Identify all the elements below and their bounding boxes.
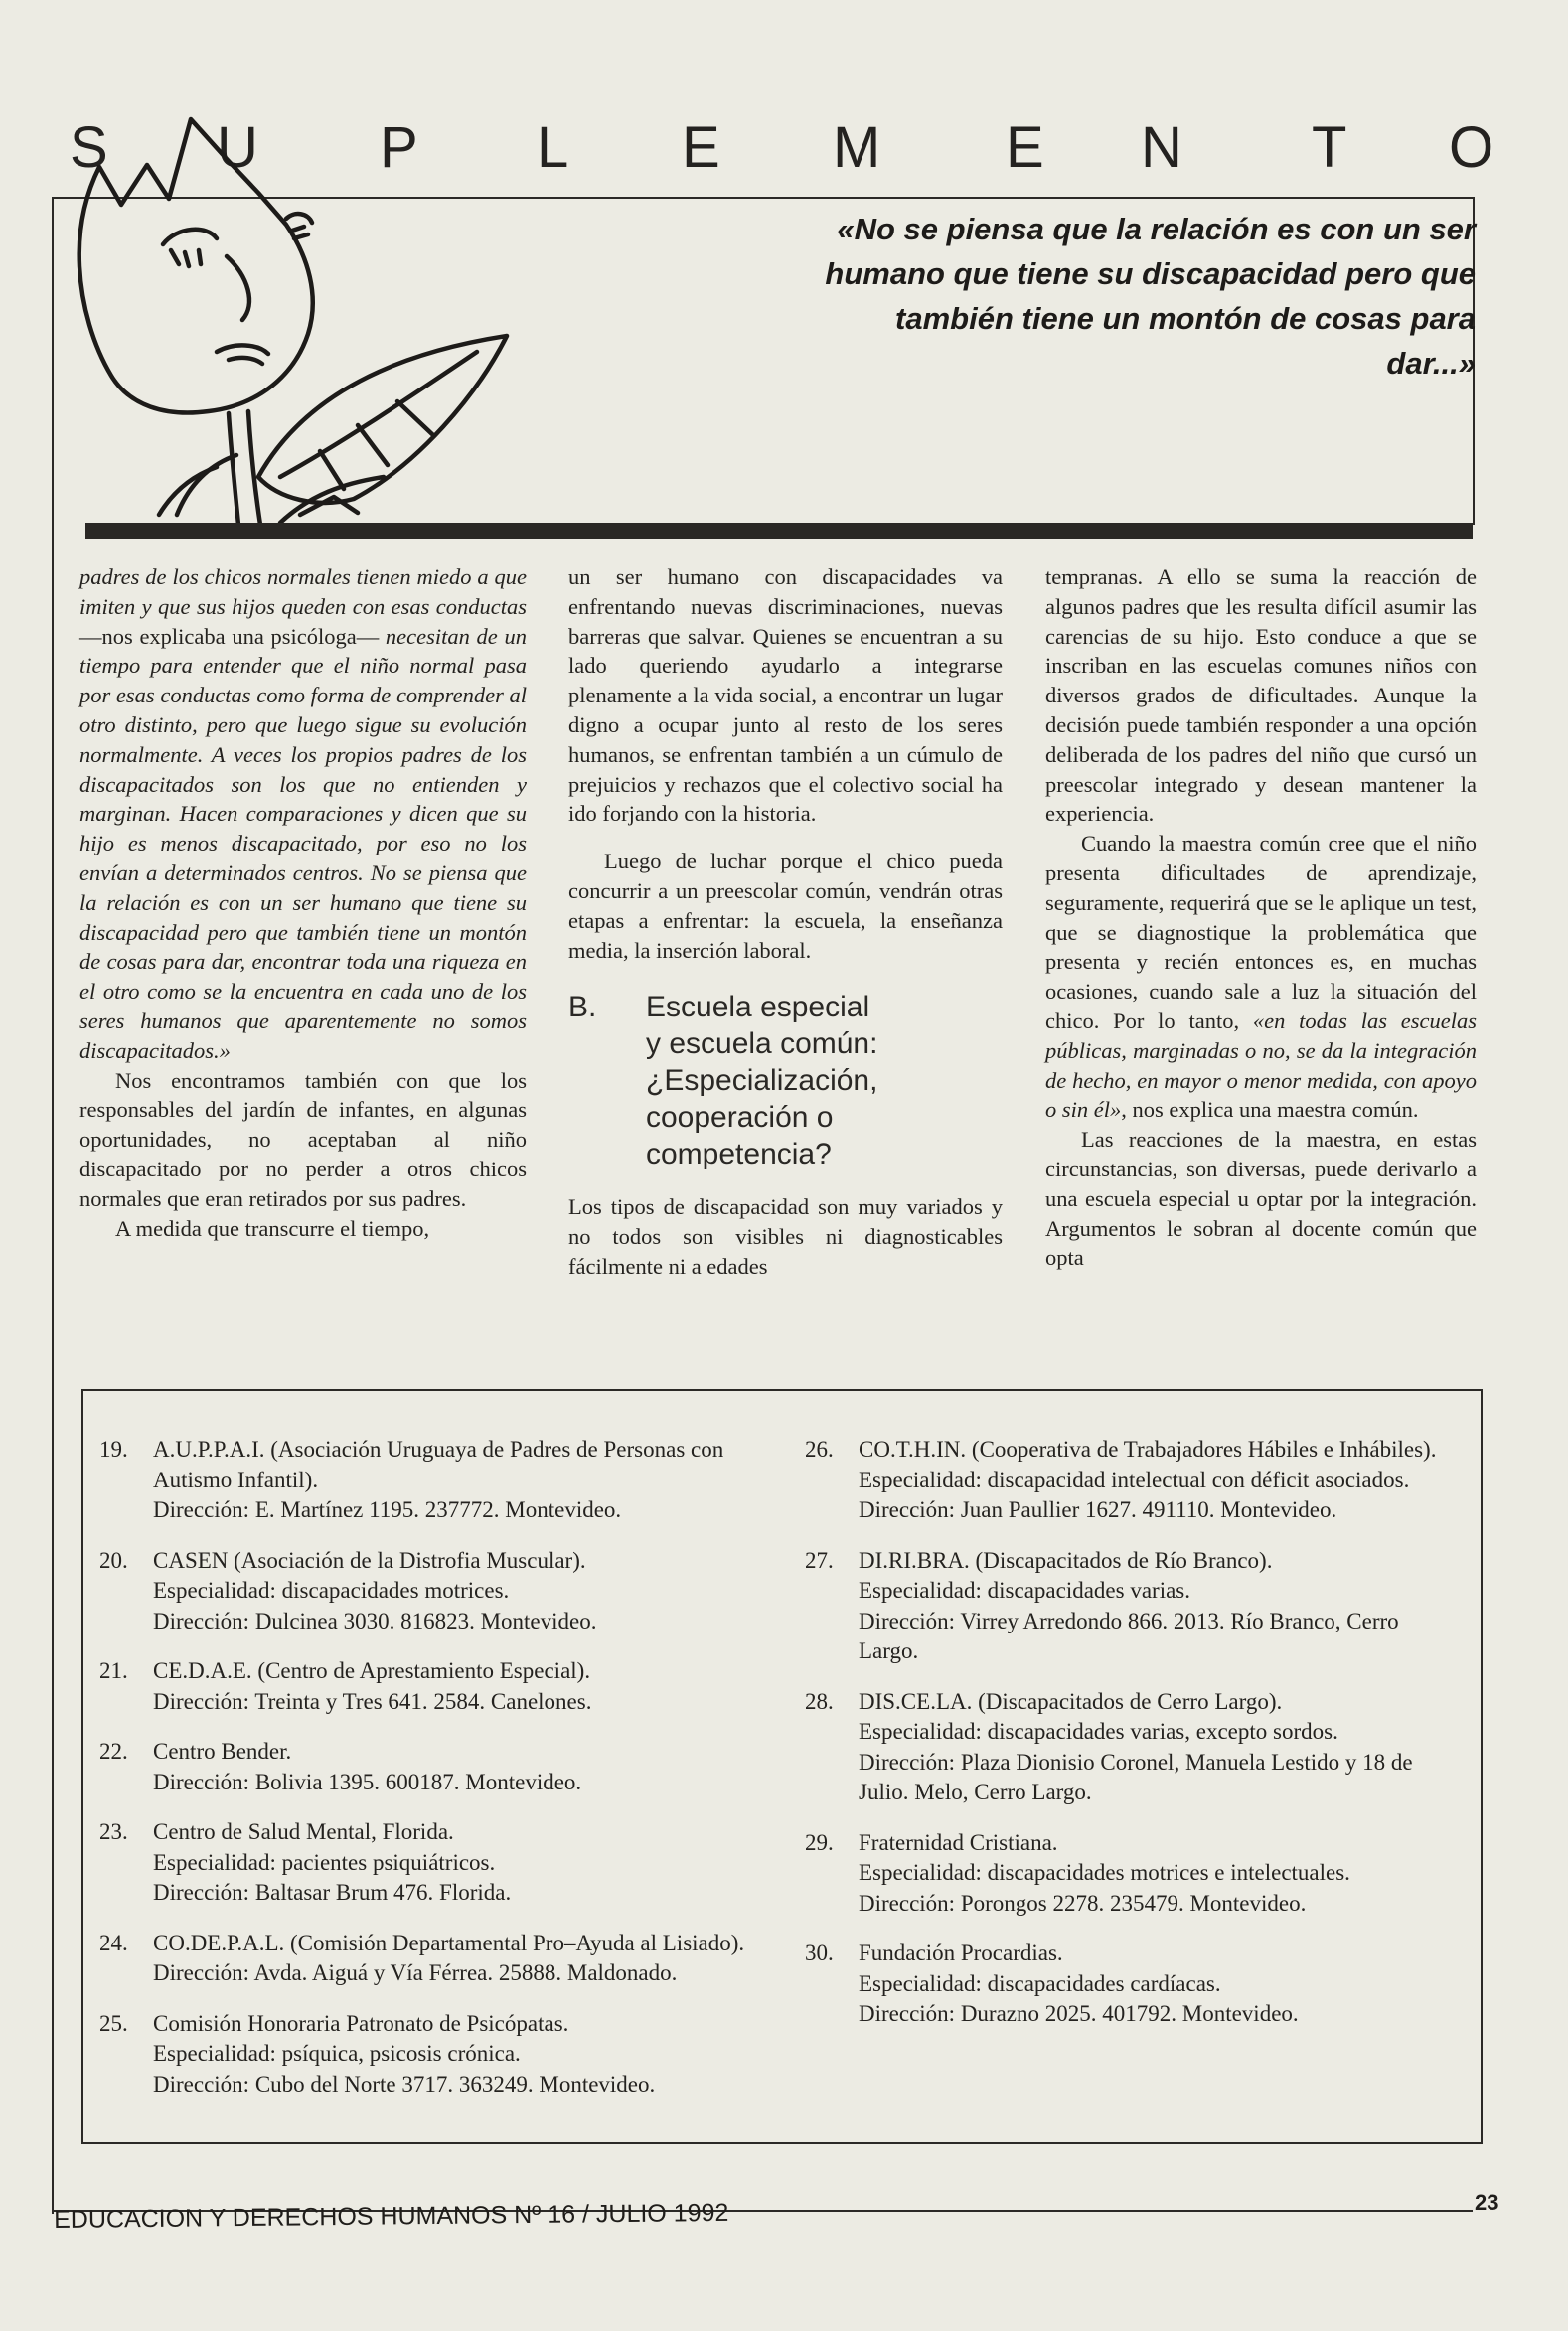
entry-line: Especialidad: discapacidades motrices.: [153, 1578, 510, 1603]
directory-entry: [99, 1817, 775, 1909]
directory-entry: [99, 1929, 775, 1989]
section-title-line: ¿Especialización,: [646, 1064, 878, 1098]
entry-line: Dirección: Cubo del Norte 3717. 363249. Montevideo.: [153, 2071, 656, 2097]
section-title-line: Escuela especial: [646, 991, 870, 1024]
section-letter: B.: [568, 991, 597, 1024]
column-3-paragraph: tempranas. A ello se suma la reacción de algunos padres que les resulta difícil asumir las carencias de su hijo. Esto conduce a que se inscriban en las escuelas comunes niños con diversos grados de dificultades. Aunque la decisión puede también responder a una opción deliberada de los padres del niño que cursó un preescolar integrado y desean mantener la experiencia.: [1045, 564, 1477, 827]
quote-attribution: —nos explicaba una psicóloga—: [79, 623, 386, 649]
entry-text: [153, 1435, 775, 1526]
section-heading: [568, 989, 1003, 1172]
column-3-paragraph: Las reacciones de la maestra, en estas circunstancias, son diversas, puede derivarlo a una escuela especial u optar por la integración. Argumentos le sobran al docente común que opta: [1045, 1127, 1477, 1271]
header-letter: O: [1449, 115, 1494, 180]
entry-text: [153, 2009, 775, 2100]
header-divider-bar: [85, 523, 1473, 539]
entry-text: [153, 1737, 775, 1797]
section-title-line: competencia?: [646, 1138, 832, 1171]
italic-quote-intro: padres de los chicos normales tienen miedo a que imiten y que sus hijos queden con esas conductas: [79, 564, 527, 619]
entry-line: Especialidad: discapacidades motrices e intelectuales.: [859, 1860, 1350, 1885]
column-1-paragraph: Nos encontramos también con que los responsables del jardín de infantes, en algunas oportunidades, no aceptaban al niño discapacitado por no perder a otros chicos normales que eran retirados por sus padres.: [79, 1067, 527, 1211]
article-column-3: [1045, 562, 1477, 1273]
entry-line: Dirección: Virrey Arredondo 866. 2013. Río Branco, Cerro Largo.: [859, 1608, 1399, 1663]
header-letter: T: [1312, 115, 1347, 180]
entry-line: Dirección: Durazno 2025. 401792. Montevideo.: [859, 2001, 1299, 2026]
entry-line: Dirección: Juan Paullier 1627. 491110. Montevideo.: [859, 1497, 1337, 1522]
entry-line: Fraternidad Cristiana.: [859, 1829, 1058, 1855]
entry-number: 27.: [805, 1547, 834, 1573]
entry-text: [153, 1546, 775, 1637]
section-title-line: cooperación o: [646, 1101, 834, 1135]
section-title-line: y escuela común:: [646, 1027, 878, 1061]
directory-entry: [805, 1687, 1461, 1808]
entry-line: Especialidad: discapacidades cardíacas.: [859, 1970, 1221, 1996]
directory-entry: [805, 1939, 1461, 2030]
entry-number: 21.: [99, 1658, 128, 1683]
directory-entry: [99, 1737, 775, 1797]
section-title: [646, 989, 877, 1172]
entry-line: DI.RI.BRA. (Discapacitados de Río Branco).: [859, 1547, 1273, 1573]
italic-quote: «en todas las escuelas públicas, marginadas o no, se da la integración de hecho, en mayor o menor medida, con apoyo o sin él»: [1045, 1008, 1477, 1123]
column-3-paragraph: [1045, 829, 1477, 1125]
entry-line: Especialidad: discapacidades varias.: [859, 1578, 1190, 1603]
entry-line: Dirección: Porongos 2278. 235479. Montevideo.: [859, 1890, 1307, 1916]
directory-entry: [99, 2009, 775, 2100]
article-column-2: [568, 562, 1003, 1282]
entry-text: [859, 1939, 1461, 2030]
entry-line: Dirección: Dulcinea 3030. 816823. Montevideo.: [153, 1608, 597, 1633]
entry-line: Centro de Salud Mental, Florida.: [153, 1819, 454, 1844]
entry-number: 20.: [99, 1547, 128, 1573]
entry-number: 22.: [99, 1739, 128, 1764]
column-2-paragraph: Luego de luchar porque el chico pueda concurrir a un preescolar común, vendrán otras etapas a enfrentar: la escuela, la enseñanza media, la inserción laboral.: [568, 849, 1003, 963]
directory-column-left: [99, 1435, 775, 2119]
directory-entry: [805, 1546, 1461, 1667]
entry-text: [859, 1828, 1461, 1920]
directory-entry: [99, 1435, 775, 1526]
column-2-paragraph: Los tipos de discapacidad son muy variados y no todos son visibles ni diagnosticables fácilmente ni a edades: [568, 1194, 1003, 1279]
directory-column-right: [805, 1435, 1461, 2050]
column-1-paragraph: A medida que transcurre el tiempo,: [115, 1215, 430, 1241]
article-column-1: [79, 562, 527, 1243]
entry-line: Dirección: Bolivia 1395. 600187. Montevideo.: [153, 1769, 582, 1794]
column-1-paragraph: [79, 562, 527, 1066]
pull-quote: «No se piensa que la relación es con un ser humano que tiene su discapacidad pero que también tiene un montón de cosas para dar...»: [825, 212, 1476, 381]
entry-text: [153, 1817, 775, 1909]
header-letter: P: [380, 115, 418, 180]
directory-entry: [99, 1656, 775, 1717]
entry-line: Comisión Honoraria Patronato de Psicópatas.: [153, 2010, 569, 2036]
entry-line: CE.D.A.E. (Centro de Aprestamiento Especial).: [153, 1658, 591, 1683]
header-letter: S: [70, 115, 108, 180]
paragraph-text: Cuando la maestra común cree que el niño presenta dificultades de aprendizaje, seguramente, requerirá que se le aplique un test, que se diagnostique la problemática que presenta y recién entonces es, en muchas ocasiones, cuando sale a luz la situación del chico. Por lo tanto,: [1045, 831, 1477, 1033]
entry-number: 23.: [99, 1819, 128, 1844]
entry-line: Dirección: Baltasar Brum 476. Florida.: [153, 1880, 512, 1905]
entry-line: Especialidad: discapacidades varias, excepto sordos.: [859, 1719, 1338, 1744]
entry-number: 29.: [805, 1829, 834, 1855]
entry-line: Centro Bender.: [153, 1739, 292, 1764]
italic-quote-body: necesitan de un tiempo para entender que el niño normal pasa por esas conductas como forma de comprender al otro distinto, pero que luego sigue su evolución normalmente. A veces los propios padres de los discapacitados son los que no entienden y marginan. Hacen comparaciones y dicen que su hijo es menos discapacitado, por eso no los envían a determinados centros. No se piensa que la relación es con un ser humano que tiene su discapacidad pero que también tiene un montón de cosas para dar, encontrar toda una riqueza en el otro como se la encuentra en cada uno de los seres humanos que aparentemente no somos discapacitados.»: [79, 623, 527, 1063]
entry-number: 28.: [805, 1688, 834, 1714]
entry-line: Dirección: Avda. Aiguá y Vía Férrea. 25888. Maldonado.: [153, 1960, 678, 1985]
header-letter: N: [1141, 115, 1182, 180]
entry-line: Dirección: E. Martínez 1195. 237772. Montevideo.: [153, 1497, 622, 1522]
entry-number: 24.: [99, 1930, 128, 1955]
entry-text: [153, 1929, 775, 1989]
entry-number: 30.: [805, 1941, 834, 1965]
entry-line: DIS.CE.LA. (Discapacitados de Cerro Largo).: [859, 1688, 1283, 1714]
paragraph-text: , nos explica una maestra común.: [1121, 1097, 1419, 1123]
header-letter: U: [217, 115, 258, 180]
entry-text: [859, 1546, 1461, 1667]
entry-line: Especialidad: psíquica, psicosis crónica.: [153, 2041, 521, 2066]
entry-line: Fundación Procardias.: [859, 1941, 1063, 1965]
entry-number: 19.: [99, 1437, 128, 1462]
directory-entry: [805, 1828, 1461, 1920]
column-2-paragraph: un ser humano con discapacidades va enfrentando nuevas discriminaciones, nuevas barreras que salvar. Quienes se encuentran a su lado queriendo ayudarlo a integrarse plenamente a la vida social, a encontrar un lugar digno a ocupar junto al resto de los seres humanos, se enfrentan también a un cúmulo de prejuicios y rechazos que el colectivo social ha ido forjando con la historia.: [568, 564, 1003, 827]
entry-number: 26.: [805, 1437, 834, 1462]
header-letter: L: [537, 115, 569, 180]
entry-line: Especialidad: pacientes psiquiátricos.: [153, 1849, 496, 1875]
publication-footer: EDUCACION Y DERECHOS HUMANOS Nº 16 / JULIO 1992: [54, 2198, 729, 2234]
entry-line: Dirección: Plaza Dionisio Coronel, Manuela Lestido y 18 de Julio. Melo, Cerro Largo.: [859, 1749, 1413, 1804]
entry-line: CO.T.H.IN. (Cooperativa de Trabajadores Hábiles e Inhábiles).: [859, 1437, 1437, 1462]
entry-text: [859, 1435, 1461, 1526]
entry-line: CASEN (Asociación de la Distrofia Muscular).: [153, 1547, 586, 1573]
directory-entry: [99, 1546, 775, 1637]
header-letter: M: [833, 115, 881, 180]
header-letter: E: [682, 115, 720, 180]
frame-left-rule: [52, 197, 54, 2214]
directory-entry: [805, 1435, 1461, 1526]
page-number: 23: [1475, 2190, 1499, 2215]
entry-text: [859, 1687, 1461, 1808]
entry-number: 25.: [99, 2010, 128, 2036]
header-letter: E: [1006, 115, 1044, 180]
entry-line: Especialidad: discapacidad intelectual con déficit asociados.: [859, 1467, 1410, 1492]
entry-line: CO.DE.P.A.L. (Comisión Departamental Pro–Ayuda al Lisiado).: [153, 1930, 745, 1955]
entry-text: [153, 1656, 775, 1717]
entry-line: Dirección: Treinta y Tres 641. 2584. Canelones.: [153, 1688, 592, 1714]
flower-face-illustration: [60, 107, 537, 525]
entry-line: A.U.P.P.A.I. (Asociación Uruguaya de Padres de Personas con Autismo Infantil).: [153, 1437, 724, 1492]
